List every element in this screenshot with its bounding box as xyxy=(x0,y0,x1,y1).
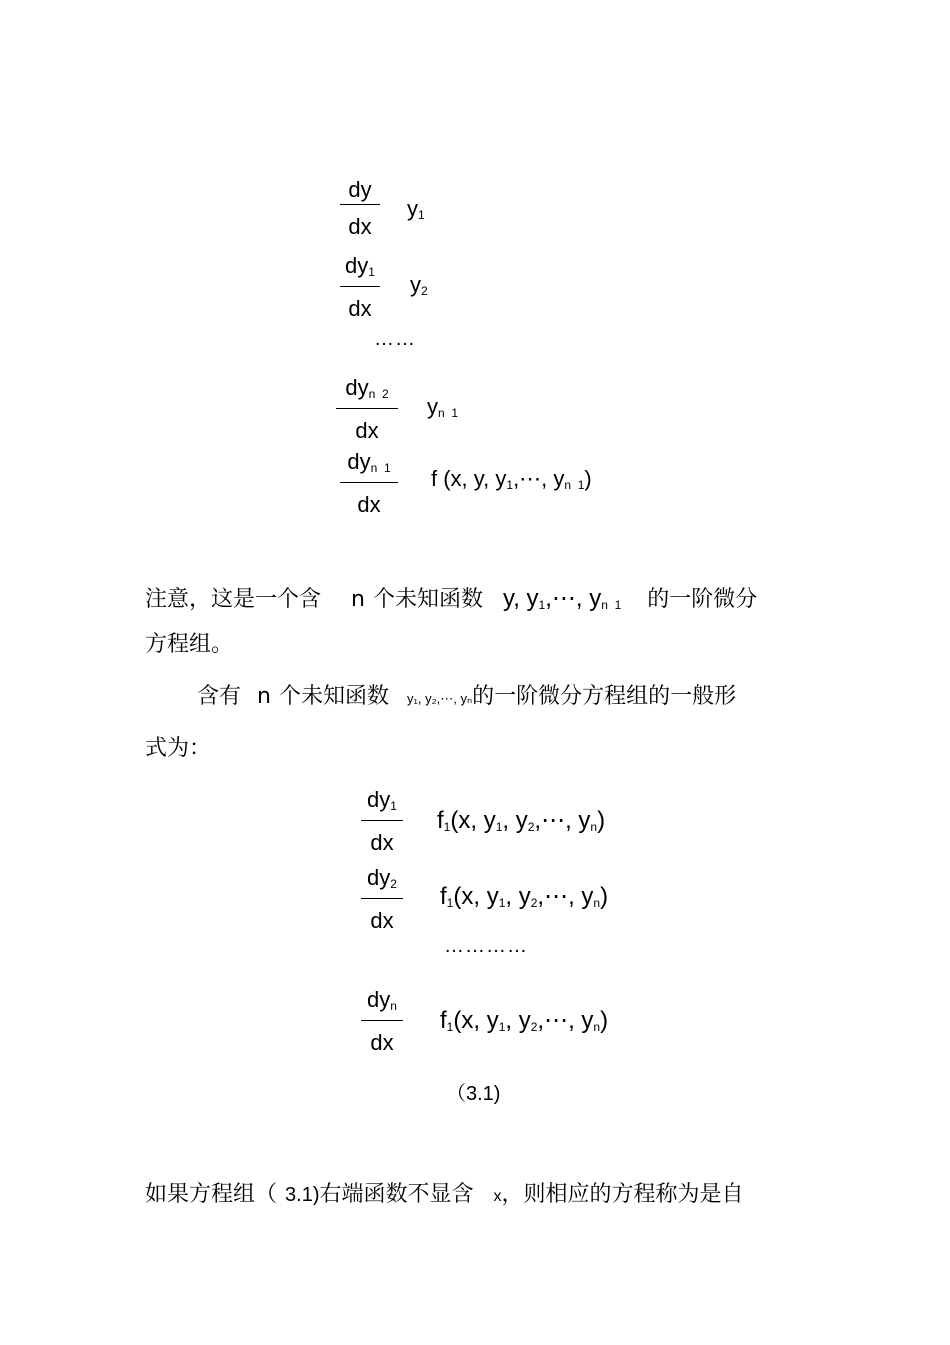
paragraph-1-line-2: 方程组。 xyxy=(145,632,234,657)
numerator: $dy_2$ xyxy=(367,865,397,891)
numerator: $dy_1$ xyxy=(345,253,375,279)
denominator: dx xyxy=(348,214,372,239)
equation-rhs: $y_{n 1}$ xyxy=(427,394,459,420)
denominator: dx xyxy=(357,492,381,517)
paragraph-2-line-1: 含有 n 个未知函数 y₁, y₂,⋯, yₙ的一阶微分方程组的一般形 xyxy=(197,684,737,709)
equation-rhs-function: $f_1(x$, $y_1$, $y_2,\cdots$, $y_n$) xyxy=(437,807,606,834)
fraction-dyn2-dx xyxy=(336,374,398,445)
numerator: $dy_n$ xyxy=(367,987,397,1013)
ellipsis: …… xyxy=(374,328,416,350)
fraction-dy-dx xyxy=(340,176,380,241)
numerator: $dy_{n 1}$ xyxy=(347,449,391,475)
equation-rhs: $y_1$ xyxy=(407,196,425,222)
denominator: dx xyxy=(370,830,394,855)
numerator: dy xyxy=(348,177,372,202)
denominator: dx xyxy=(348,296,372,321)
fraction-dyn1-dx xyxy=(340,448,398,519)
equation-rhs-function: f (x, y, $y_1,\cdots$, $y_{n 1}$) xyxy=(431,466,592,492)
equation-rhs-function: $f_1(x$, $y_1$, $y_2,\cdots$, $y_n$) xyxy=(440,1007,609,1034)
denominator: dx xyxy=(370,1030,394,1055)
fraction-dy1-dx xyxy=(340,252,380,323)
equation-label: （3.1) xyxy=(446,1083,501,1105)
fraction-dy2-dx xyxy=(361,864,403,935)
ellipsis: ………… xyxy=(444,935,528,957)
fraction-dy1-dx xyxy=(361,786,403,857)
numerator: $dy_{n 2}$ xyxy=(345,375,389,401)
paragraph-1-line-1: 注意，这是一个含 n 个未知函数 y, $y_1,\cdots$, $y_{n 1}$ 的一阶微分 xyxy=(145,585,758,612)
denominator: dx xyxy=(370,908,394,933)
fraction-dyn-dx xyxy=(361,986,403,1057)
numerator: $dy_1$ xyxy=(367,787,397,813)
equation-rhs-function: $f_1(x$, $y_1$, $y_2,\cdots$, $y_n$) xyxy=(440,883,609,910)
denominator: dx xyxy=(355,418,379,443)
paragraph-2-line-2: 式为： xyxy=(145,736,212,761)
equation-rhs: $y_2$ xyxy=(410,272,428,298)
paragraph-3-line-1: 如果方程组（ 3.1)右端函数不显含 x，则相应的方程称为是自 xyxy=(145,1182,744,1207)
